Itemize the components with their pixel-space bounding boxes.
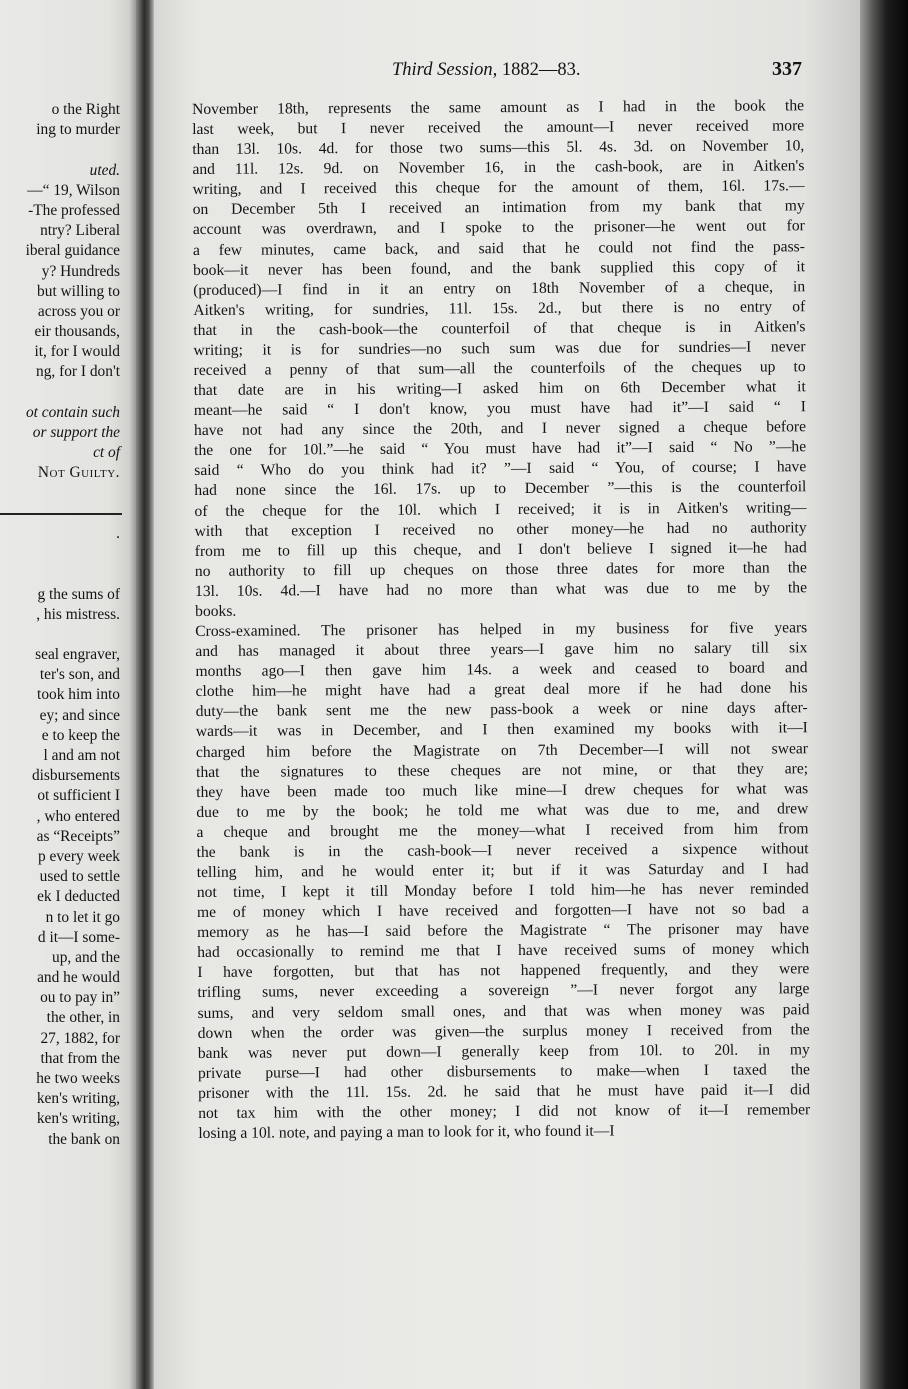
body-line: had occasionally to remind me that I have received sums of money which [197,940,810,962]
page-number: 337 [772,58,802,80]
body-line: prisoner with the 11l. 15s. 2d. he said that he must have paid it—I did [198,1081,811,1102]
left-page-line: ntry? Liberal [40,222,120,240]
left-page-line: disbursements [31,767,120,785]
body-line: I have forgotten, but that has not happened frequently, and they were [197,960,810,982]
left-page-line: , his mistress. [36,605,120,623]
left-page-line: but willing to [37,282,120,300]
left-page-line: p every week [37,847,120,865]
left-page-line: , who entered [36,807,120,825]
left-page-line: seal engraver, [35,646,120,664]
left-page-line: 27, 1882, for [40,1029,120,1047]
left-page-line: that from the [40,1049,120,1067]
left-page-line: ing to murder [36,121,120,139]
left-page-line [0,544,120,564]
left-page-line [0,564,120,584]
left-page-fragment [0,0,136,1389]
left-page-line: the other, in [46,1009,120,1027]
body-line: writing; it is for sundries—no such sum was due for sundries—I never [193,338,806,359]
body-line: the bank is in the cash-book—I never received a sixpence without [196,840,809,861]
body-line: meant—he said “ I don't know, you must have had it”—I said “ I [193,398,806,420]
page-edge-shadow [860,0,908,1389]
left-page-line: d it—I some- [37,928,120,946]
body-line: due to me by the book; he told me what was due to me, and drew [196,799,809,821]
body-line: and has managed it about three years—I gave him no salary till six [195,639,808,661]
body-line: that the signatures to these cheques are not mine, or that they are; [196,759,809,781]
body-line: a few minutes, came back, and said that he could not find the pass- [192,237,805,259]
left-page-line: e to keep the [41,726,120,744]
left-page-line: across you or [37,302,120,320]
body-line: down when the order was given—the surplus money I received from the [197,1020,810,1042]
left-page-line: iberal guidance [25,242,120,260]
body-line: books. [195,602,237,620]
left-page-line: n to let it go [45,908,120,926]
left-page-line: ou to pay in” [40,989,120,1007]
body-line: said “ Who do you think had it? ”—I said “ You, of course; I have [194,458,807,480]
body-line: have not had any since the 20th, and I never signed a cheque before [193,418,807,440]
left-page-line [0,140,120,160]
body-line: account was overdrawn, and I spoke to the prisoner—he went out for [192,217,805,239]
body-line: bank was never put down—I generally keep from 10l. to 20l. in my [197,1040,810,1062]
body-line: that date are in his writing—I asked him on 6th December what it [193,378,806,400]
body-line: months ago—I then gave him 14s. a week and ceased to board and [195,659,808,681]
left-page-line: ot contain such [25,403,120,421]
body-line: they have been made too much like mine—I drew cheques for what was [196,779,809,801]
body-line: Aitken's writing, for sundries, 11l. 15s. 2d., but there is no entry of [193,298,806,319]
body-line: book—it never has been found, and the bank supplied this copy of it [192,257,806,279]
left-page-line: . [116,524,120,542]
body-line: a cheque and brought me the money—what I received from him from [196,820,809,841]
left-page-line [0,625,120,645]
body-line: memory as he has—I said before the Magistrate “ The prisoner may have [197,920,810,942]
body-line: and 11l. 12s. 9d. on November 16, in the cash-book, are in Aitken's [192,157,805,179]
left-page-line: ng, for I don't [36,363,120,381]
left-page-line: the bank on [48,1130,120,1148]
body-text [192,96,810,1144]
body-line: the one for 10l.”—he said “ You must have had it”—I said “ No ”—he [194,438,807,460]
body-line: no authority to fill up cheques on those three dates for more than the [194,559,807,580]
body-line: last week, but I never received the amount—I never received more [192,117,805,139]
body-line: (produced)—I find in it an entry on 18th November of a cheque, in [193,277,806,299]
left-page-line: or support the [32,424,120,441]
running-head-title: Third Session, [392,60,498,80]
body-line: 13l. 10s. 4d.—I have had no more than what was due to me by the [194,579,808,600]
body-line: not time, I kept it till Monday before I told him—he has never reminded [196,880,809,902]
left-page-line: used to settle [39,868,120,886]
body-line: had none since the 16l. 17s. up to December ”—this is the counterfoil [194,478,807,500]
left-page-line: —“ 19, Wilson [27,181,120,199]
body-line: duty—the bank sent me the new pass-book a week or nine days after- [195,699,808,721]
left-page-line: uted. [89,161,120,179]
body-line: clothe him—he might have had a great deal more if he had done his [195,679,808,701]
body-line: private purse—I had other disbursements to make—when I taxed the [197,1060,810,1082]
left-page-line: ken's writing, [36,1110,120,1128]
left-page-line: ter's son, and [39,666,120,684]
left-page-line: y? Hundreds [41,262,120,280]
left-page-line: eir thousands, [34,323,120,341]
body-line: me of money which I have received and forgotten—I have not so bad a [196,900,810,922]
body-line: that in the cash-book—the counterfoil of that cheque is in Aitken's [193,318,806,339]
running-head [392,60,580,81]
body-line: writing, and I received this cheque for the amount of them, 16l. 17s.— [192,177,805,199]
body-line: telling him, and he would enter it; but if it was Saturday and I had [196,860,809,881]
left-page-line: Not Guilty. [37,464,120,482]
body-line: on December 5th I received an intimation from my bank that my [192,197,805,219]
left-page-line: it, for I would [34,343,120,361]
body-line: Cross-examined. The prisoner has helped in my business for five years [195,619,808,641]
left-page-line: ot sufficient I [37,787,120,805]
body-line: received a penny of that sum—all the counterfoils of the cheques up to [193,358,806,380]
body-line: trifling sums, never exceeding a sovereign ”—I never forgot any large [197,980,810,1002]
left-page-line: up, and the [52,948,120,966]
left-page-line: l and am not [43,747,120,764]
body-line: from me to fill up this cheque, and I don't believe I signed it—he had [194,538,807,560]
left-page-line: and he would [37,969,120,987]
running-head-years: 1882—83. [501,60,581,80]
left-page-line [0,383,120,403]
body-line: losing a 10l. note, and paying a man to look for it, who found it—I [198,1122,615,1142]
left-page-section-rule [0,513,122,515]
left-page-line [0,484,120,504]
left-page-line: ey; and since [39,706,120,724]
body-line: of the cheque for the 10l. which I received; it is in Aitken's writing— [194,498,807,520]
body-line: than 13l. 10s. 4d. for those two sums—this 5l. 4s. 3d. on November 10, [192,137,805,159]
left-page-line: -The professed [28,201,120,219]
left-page-text-column [0,100,120,1150]
body-line: November 18th, represents the same amount as I had in the book the [192,97,805,118]
body-line: wards—it was in December, and I then examined my books with it—I [195,719,808,741]
body-line: sums, and very seldom small ones, and that was when money was paid [197,1000,810,1022]
left-page-line: ek I deducted [37,888,120,906]
left-page-line: took him into [37,686,120,704]
left-page-line: as “Receipts” [36,827,120,845]
left-page-line: ct of [93,444,120,462]
body-line: not tax him with the other money; I did not know of it—I remember [198,1101,811,1122]
left-page-line: g the sums of [37,585,120,603]
left-page-line: o the Right [51,101,120,118]
page-header [154,58,860,86]
left-page-line: ken's writing, [36,1090,120,1108]
body-line: with that exception I received no other money—he had no authority [194,518,807,540]
book-gutter [136,0,154,1389]
left-page-line: he two weeks [36,1070,120,1087]
body-line: charged him before the Magistrate on 7th December—I will not swear [195,739,809,761]
right-page [154,0,860,1389]
